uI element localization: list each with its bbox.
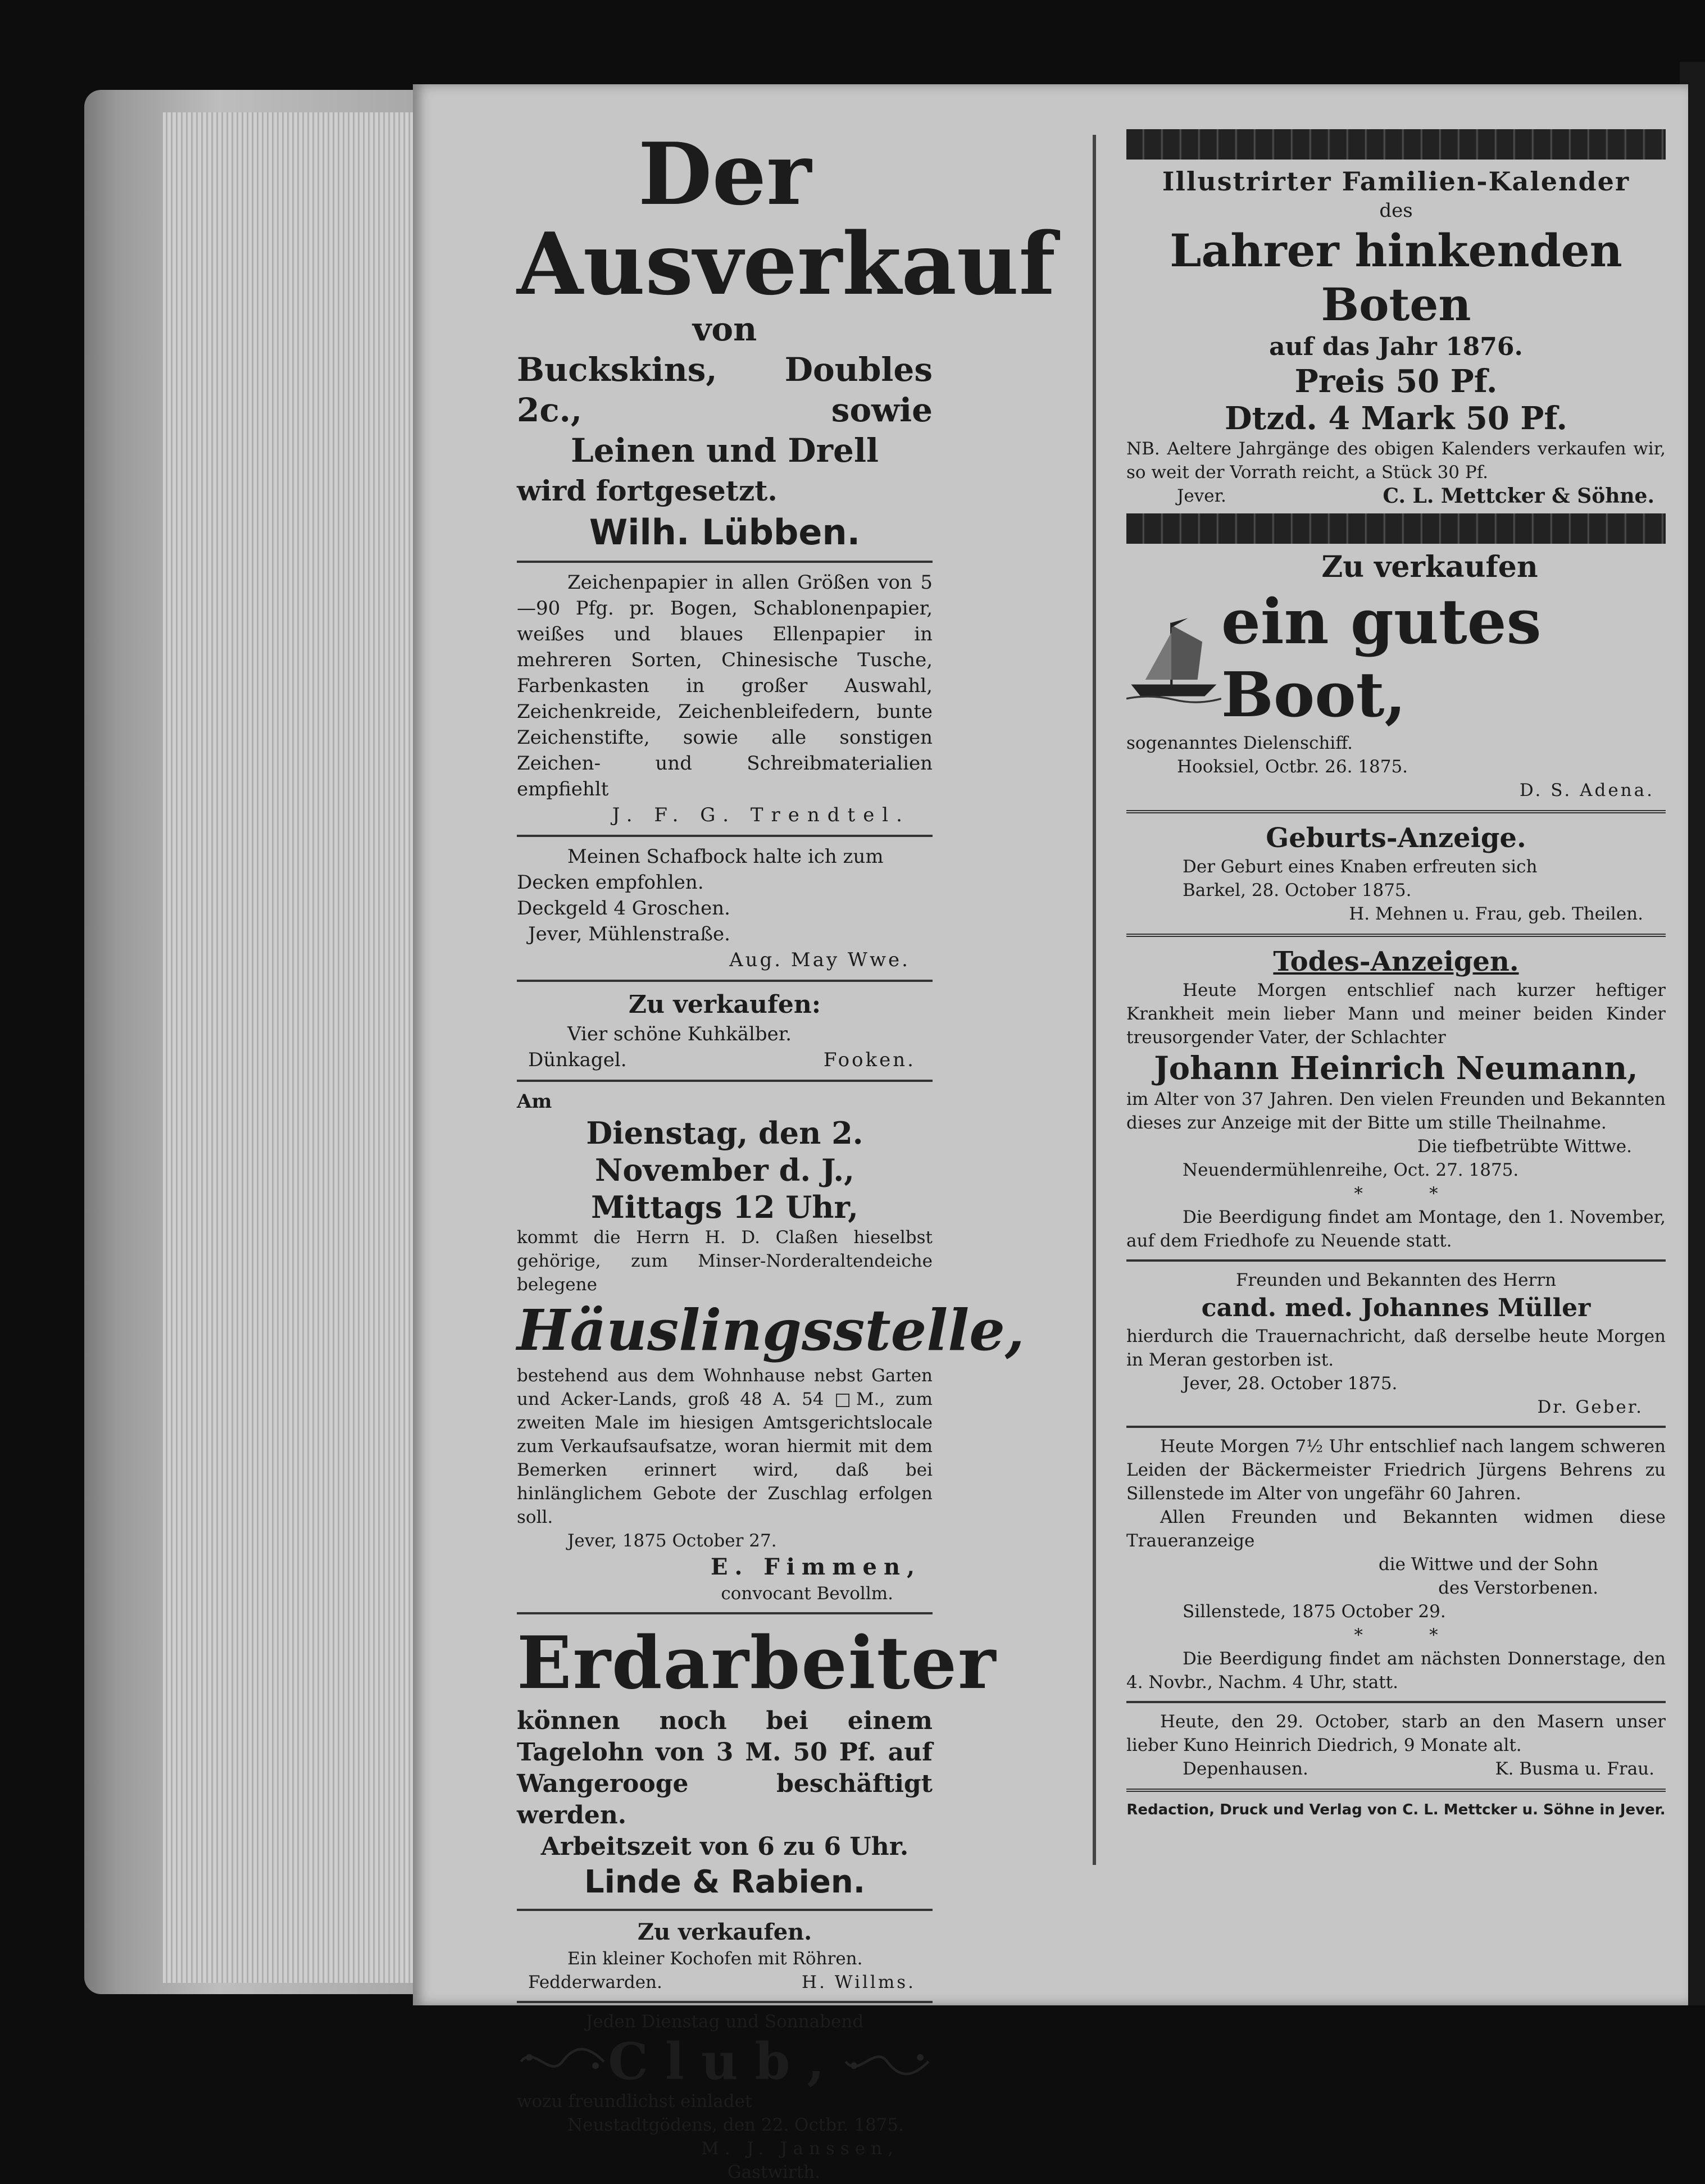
impressum: Redaction, Druck und Verlag von C. L. Mettcker u. Söhne in Jever. xyxy=(1126,1801,1666,1818)
ad-signature: D. S. Adena. xyxy=(1519,780,1654,800)
ad-text: Heute Morgen entschlief nach kurzer heftiger Krankheit mein lieber Mann und meiner beiden Kinder treusorgender Vater, der Schlachter xyxy=(1126,980,1666,1048)
ad-text: Allen Freunden und Bekannten widmen diese Traueranzeige xyxy=(1126,1507,1666,1551)
ad-title: Club, xyxy=(608,2032,842,2091)
ad-text: Heute, den 29. October, starb an den Masern unser lieber Kuno Heinrich Diedrich, 9 Monate alt. xyxy=(1126,1712,1666,1755)
ad-line: sogenanntes Dielenschiff. xyxy=(1126,733,1353,753)
ad-place: Hooksiel, Octbr. 26. 1875. xyxy=(1177,757,1408,777)
ad-signature: Fooken. xyxy=(823,1049,916,1071)
ad-line: Freunden und Bekannten des Herrn xyxy=(1235,1270,1557,1290)
left-column xyxy=(517,124,1056,2184)
ad-text: kommt die Herrn H. D. Claßen hieselbst gehörige, zum Minser-Norderaltendeiche belegene xyxy=(517,1227,933,1295)
ad-zeichenpapier xyxy=(517,570,933,828)
ad-text: Die Beerdigung findet am Montage, den 1. November, auf dem Friedhofe zu Neuende statt. xyxy=(1126,1207,1666,1251)
ad-todesanzeige-behrens xyxy=(1126,1435,1666,1694)
ad-todesanzeige-kuno xyxy=(1126,1710,1666,1781)
ad-place: Barkel, 28. October 1875. xyxy=(1183,880,1412,900)
page-edges xyxy=(163,112,416,1983)
ad-text: können noch bei einem Tagelohn von 3 M. 50 Pf. auf Wangerooge beschäftigt werden. xyxy=(517,1707,933,1830)
ad-line: Vier schöne Kuhkälber. xyxy=(567,1023,792,1045)
ad-signature: die Wittwe und der Sohn xyxy=(1378,1554,1598,1575)
rule xyxy=(1126,1789,1666,1792)
rule xyxy=(1126,810,1666,813)
column-divider xyxy=(1093,135,1096,1865)
ad-signature: E. Fimmen, xyxy=(710,1554,921,1580)
ad-text: hierdurch die Trauernachricht, daß derselbe heute Morgen in Meran gestorben ist. xyxy=(1126,1326,1666,1370)
rule xyxy=(517,561,933,563)
rule xyxy=(517,1612,933,1614)
ad-heading: Zu verkaufen xyxy=(1321,550,1538,584)
ad-text: NB. Aeltere Jahrgänge des obigen Kalenders verkaufen wir, so weit der Vorrath reicht, a Stück 30 Pf. xyxy=(1126,439,1666,483)
ad-place: Sillenstede, 1875 October 29. xyxy=(1183,1601,1446,1622)
ad-signature: Aug. May Wwe. xyxy=(729,949,910,971)
ad-place: Depenhausen. xyxy=(1183,1759,1308,1779)
ad-erdarbeiter xyxy=(517,1621,997,1902)
ad-title: ein gutes Boot, xyxy=(1221,585,1542,731)
ad-place: Jever, 28. October 1875. xyxy=(1183,1373,1398,1394)
ad-boot xyxy=(1126,549,1666,802)
ad-haeuslingsstelle xyxy=(517,1089,1025,1605)
ad-line: Illustrirter Familien-Kalender xyxy=(1162,166,1630,197)
ad-line: auf das Jahr 1876. xyxy=(1269,333,1523,361)
ad-signature-sub: des Verstorbenen. xyxy=(1438,1578,1598,1598)
ad-geburt xyxy=(1126,821,1666,926)
ad-signature: Die tiefbetrübte Wittwe. xyxy=(1417,1136,1632,1157)
ad-line: wird fortgesetzt. xyxy=(517,474,778,507)
ad-ausverkauf xyxy=(517,124,1056,554)
rule xyxy=(1126,1426,1666,1428)
ad-signature: K. Busma u. Frau. xyxy=(1495,1759,1654,1779)
ad-line: Meinen Schafbock halte ich zum Decken empfohlen. xyxy=(517,845,884,894)
rule xyxy=(517,835,933,837)
ad-heading: Zu verkaufen. xyxy=(637,1919,812,1945)
newspaper-page xyxy=(413,84,1688,2182)
ad-kuhkaelber xyxy=(517,989,933,1073)
ad-date: Dienstag, den 2. November d. J., xyxy=(586,1115,863,1188)
rule xyxy=(517,1080,933,1082)
ad-title: Der Ausverkauf xyxy=(517,124,1056,314)
ad-heading: Zu verkaufen: xyxy=(628,990,821,1019)
ad-signature: H. Mehnen u. Frau, geb. Theilen. xyxy=(1349,904,1643,924)
ad-place: Jever, 1875 October 27. xyxy=(567,1531,777,1551)
ad-signature: H. Willms. xyxy=(802,1972,916,1992)
ad-heading: Geburts-Anzeige. xyxy=(1266,822,1526,854)
ad-name: Johann Heinrich Neumann, xyxy=(1154,1050,1638,1087)
ad-todesanzeige-mueller xyxy=(1126,1268,1666,1419)
asterisk-separator: * * xyxy=(1354,1184,1438,1204)
ship-icon xyxy=(1126,605,1221,712)
ad-title: Erdarbeiter xyxy=(517,1621,997,1705)
asterisk-separator: * * xyxy=(1354,1625,1438,1645)
ad-time: Mittags 12 Uhr, xyxy=(591,1189,858,1225)
ad-line: von xyxy=(692,310,757,348)
rule xyxy=(517,980,933,982)
ad-text: im Alter von 37 Jahren. Den vielen Freunden und Bekannten dieses zur Anzeige mit der Bitte um stille Theilnahme. xyxy=(1126,1089,1666,1133)
ad-kochofen xyxy=(517,1918,933,1994)
ad-club xyxy=(517,2010,933,2184)
ad-text: Heute Morgen 7½ Uhr entschlief nach langem schweren Leiden der Bäckermeister Friedrich Jürgens Behrens zu Sillenstede im Alter von ungefähr 60 Jahren. xyxy=(1126,1436,1666,1504)
ad-place: Dünkagel. xyxy=(528,1049,627,1071)
ad-signature: Dr. Geber. xyxy=(1537,1397,1643,1417)
rule xyxy=(1126,1259,1666,1262)
ad-line: Buckskins, Doubles 2c., sowie xyxy=(517,351,933,429)
rule xyxy=(1126,934,1666,937)
ad-signature-sub: Gastwirth. xyxy=(727,2162,820,2182)
ad-kalender xyxy=(1126,165,1666,508)
ad-signature: Wilh. Lübben. xyxy=(589,512,861,553)
ad-line: Der Geburt eines Knaben erfreuten sich xyxy=(1183,857,1538,877)
ad-heading: Todes-Anzeigen. xyxy=(1273,946,1519,977)
ad-place: Neuendermühlenreihe, Oct. 27. 1875. xyxy=(1183,1160,1519,1180)
ad-line: Am xyxy=(517,1090,552,1113)
ornament-right-icon xyxy=(842,2039,933,2084)
rule xyxy=(1126,1701,1666,1703)
ad-text: Die Beerdigung findet am nächsten Donnerstage, den 4. Novbr., Nachm. 4 Uhr, statt. xyxy=(1126,1649,1666,1692)
ad-line: Jever, Mühlenstraße. xyxy=(528,923,730,945)
ad-signature: Linde & Rabien. xyxy=(584,1864,865,1900)
ad-text: Zeichenpapier in allen Größen von 5—90 Pfg. pr. Bogen, Schablonenpapier, weißes und blaues Ellenpapier in mehreren Sorten, Chinesische Tusche, Farbenkasten in großer Auswahl, Zeichenkreide, Zeichenbleifedern, bunte Zeichenstifte, sowie alle sonstigen Zeichen- und Schreibmaterialien empfiehlt xyxy=(517,571,933,800)
rule xyxy=(517,1909,933,1911)
ad-price: Dtzd. 4 Mark 50 Pf. xyxy=(1224,400,1568,437)
ad-signature: C. L. Mettcker & Söhne. xyxy=(1383,484,1654,508)
ad-signature-sub: convocant Bevollm. xyxy=(721,1584,893,1604)
ad-schafbock xyxy=(517,844,933,973)
ad-name: cand. med. Johannes Müller xyxy=(1201,1294,1591,1322)
ad-line: Arbeitszeit von 6 zu 6 Uhr. xyxy=(540,1832,909,1861)
decorative-bar xyxy=(1126,513,1666,544)
right-column xyxy=(1126,129,1666,1820)
ad-line: wozu freundlichst einladet xyxy=(517,2091,752,2112)
decorative-bar xyxy=(1126,129,1666,160)
ad-place: Jever. xyxy=(1177,486,1226,506)
ad-price: Preis 50 Pf. xyxy=(1294,363,1498,400)
ad-line: Ein kleiner Kochofen mit Röhren. xyxy=(567,1949,863,1969)
ornament-left-icon xyxy=(517,2039,608,2084)
ad-title: Häuslingsstelle, xyxy=(517,1297,1025,1363)
ad-todesanzeige-neumann xyxy=(1126,945,1666,1253)
ad-signature: M. J. Janssen, xyxy=(701,2138,899,2159)
ad-line: Deckgeld 4 Groschen. xyxy=(517,897,730,920)
ad-line: Leinen und Drell xyxy=(570,431,879,470)
ad-place: Fedderwarden. xyxy=(528,1972,662,1992)
rule xyxy=(517,2001,933,2003)
ad-place: Neustadtgödens, den 22. Octbr. 1875. xyxy=(567,2115,904,2135)
ad-title: Lahrer hinkenden Boten xyxy=(1170,224,1622,331)
ad-signature: J. F. G. Trendtel. xyxy=(612,804,910,826)
ad-line: Jeden Dienstag und Sonnabend xyxy=(585,2012,864,2032)
ad-text: bestehend aus dem Wohnhause nebst Garten und Acker-Lands, groß 48 A. 54 □M., zum zweiten Male im hiesigen Amtsgerichtslocale zum Verkaufsaufsatze, woran hiermit mit dem Bemerken erinnert wird, daß bei hinlänglichem Gebote der Zuschlag erfolgen soll. xyxy=(517,1366,933,1527)
ad-line: des xyxy=(1379,199,1413,222)
